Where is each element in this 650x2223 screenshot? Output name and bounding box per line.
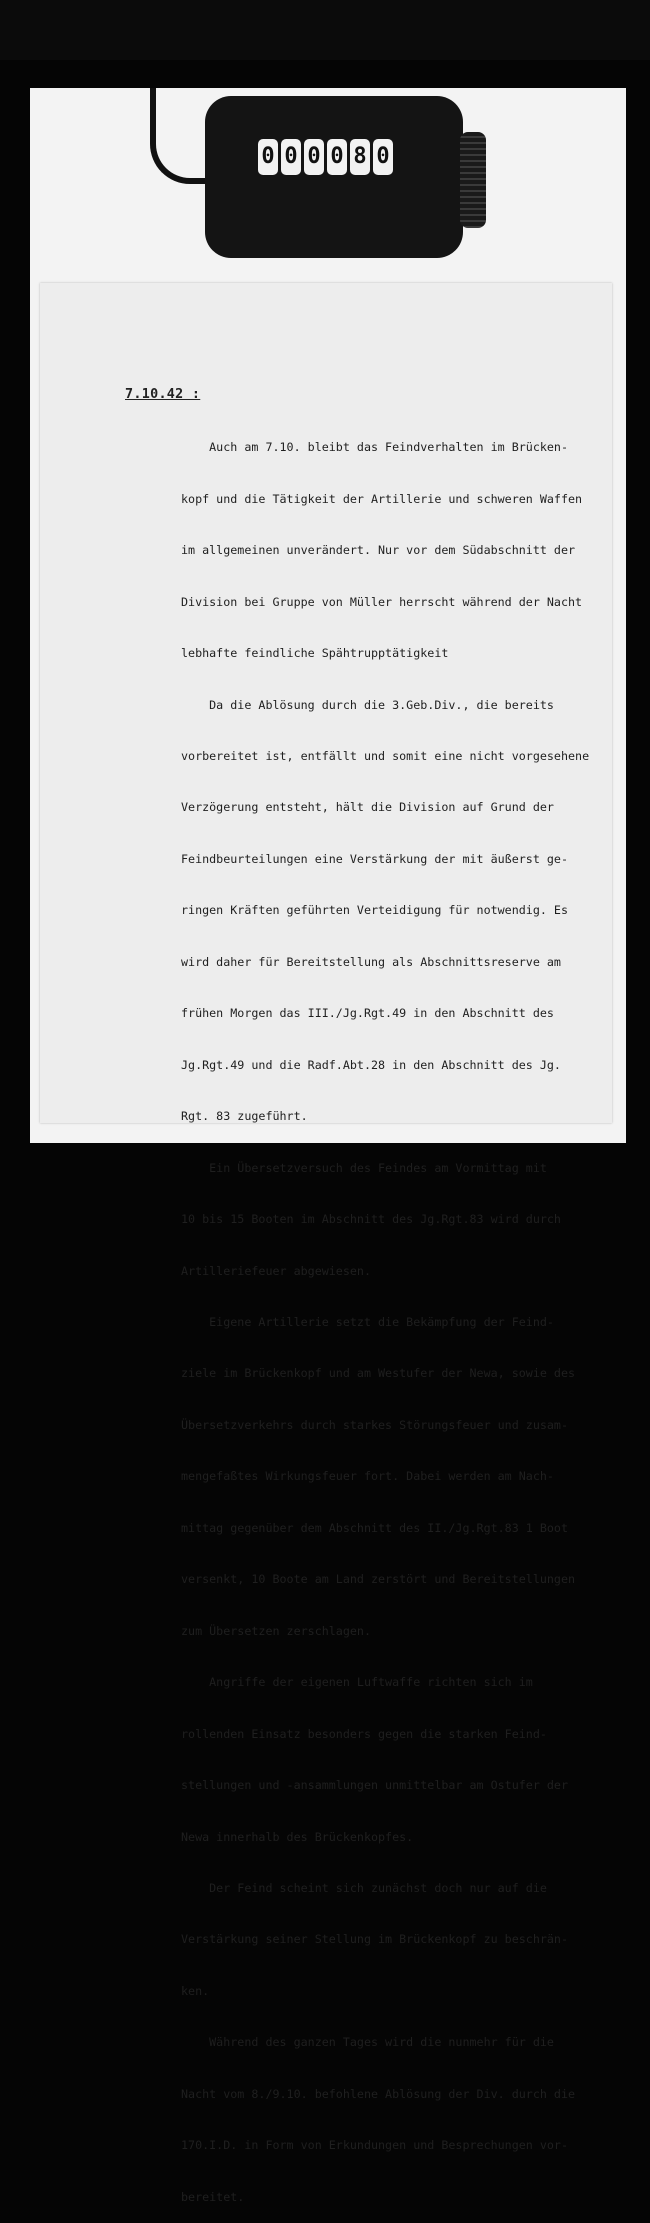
body-line: 170.I.D. in Form von Erkundungen und Besprechungen vor-	[181, 2138, 569, 2153]
body-line: Angriffe der eigenen Luftwaffe richten sich im	[181, 1675, 533, 1690]
counter-digit: 0	[258, 139, 278, 175]
body-line: bereitet.	[181, 2189, 245, 2204]
body-line: vorbereitet ist, entfällt und somit eine nicht vorgesehene	[181, 749, 590, 764]
body-line: 10 bis 15 Booten im Abschnitt des Jg.Rgt.83 wird durch	[181, 1212, 561, 1227]
counter-digit: 8	[350, 139, 370, 175]
body-line: zum Übersetzen zerschlagen.	[181, 1623, 371, 1638]
body-line: rollenden Einsatz besonders gegen die starken Feind-	[181, 1726, 547, 1741]
counter-digit: 0	[373, 139, 393, 175]
body-line: Jg.Rgt.49 und die Radf.Abt.28 in den Abschnitt des Jg.	[181, 1057, 561, 1072]
body-line: Während des ganzen Tages wird die nunmehr für die	[181, 2035, 554, 2050]
frame-counter-display	[258, 139, 393, 175]
body-line: Der Feind scheint sich zunächst doch nur auf die	[181, 1881, 547, 1895]
body-line: mittag gegenüber dem Abschnitt des II./Jg.Rgt.83 1 Boot	[181, 1520, 569, 1535]
body-line: ken.	[181, 1983, 210, 1998]
film-edge	[0, 0, 650, 60]
counter-digit: 0	[304, 139, 324, 175]
body-line: ringen Kräften geführten Verteidigung für notwendig. Es	[181, 903, 569, 918]
body-line: Übersetzverkehrs durch starkes Störungsfeuer und zusam-	[181, 1417, 569, 1432]
body-line: im allgemeinen unverändert. Nur vor dem Südabschnitt der	[181, 543, 576, 558]
counter-knob-icon	[460, 132, 486, 228]
frame-counter-device	[205, 96, 463, 258]
body-line: Auch am 7.10. bleibt das Feindverhalten im Brücken-	[181, 440, 569, 455]
date-heading: 7.10.42 :	[125, 387, 201, 402]
body-line: Artilleriefeuer abgewiesen.	[181, 1263, 371, 1278]
counter-digit: 0	[281, 139, 301, 175]
body-line: kopf und die Tätigkeit der Artillerie und schweren Waffen	[181, 491, 583, 506]
body-line: Da die Ablösung durch die 3.Geb.Div., die bereits	[181, 697, 554, 712]
body-line: versenkt, 10 Boote am Land zerstört und Bereitstellungen	[181, 1572, 576, 1587]
body-line: stellungen und -ansammlungen unmittelbar am Ostufer der	[181, 1778, 569, 1793]
body-line: mengefaßtes Wirkungsfeuer fort. Dabei werden am Nach-	[181, 1469, 554, 1484]
body-line: ziele im Brückenkopf und am Westufer der Newa, sowie des	[181, 1366, 576, 1381]
report-body	[181, 405, 613, 2223]
body-line: Division bei Gruppe von Müller herrscht während der Nacht	[181, 594, 583, 609]
body-line: Ein Übersetzversuch des Feindes am Vormittag mit	[181, 1160, 547, 1175]
body-line: Rgt. 83 zugeführt.	[181, 1109, 308, 1124]
body-line: Verzögerung entsteht, hält die Division auf Grund der	[181, 800, 554, 815]
body-line: wird daher für Bereitstellung als Abschnittsreserve am	[181, 954, 561, 969]
body-line: Verstärkung seiner Stellung im Brückenkopf zu beschrän-	[181, 1932, 569, 1947]
body-line: Nacht vom 8./9.10. befohlene Ablösung der Div. durch die	[181, 2086, 576, 2101]
body-line: Eigene Artillerie setzt die Bekämpfung der Feind-	[181, 1315, 554, 1330]
body-line: frühen Morgen das III./Jg.Rgt.49 in den Abschnitt des	[181, 1006, 554, 1021]
body-line: Newa innerhalb des Brückenkopfes.	[181, 1829, 414, 1844]
counter-digit: 0	[327, 139, 347, 175]
body-line: Feindbeurteilungen eine Verstärkung der mit äußerst ge-	[181, 851, 569, 866]
body-line: lebhafte feindliche Spähtrupptätigkeit	[181, 646, 449, 661]
